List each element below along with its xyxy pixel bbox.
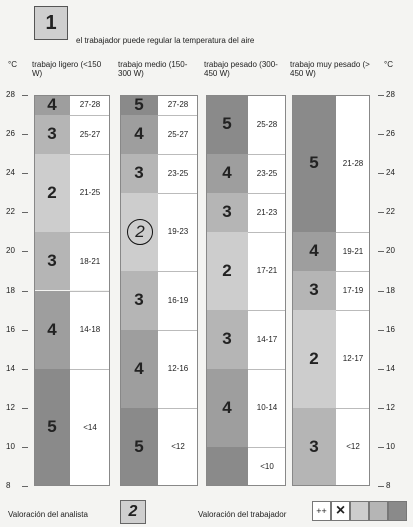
- axis-tick-right: 16: [386, 324, 395, 334]
- tick-mark-left: [22, 408, 28, 409]
- band-range: <10: [260, 461, 274, 471]
- tick-mark-left: [22, 291, 28, 292]
- band-range: 21-25: [79, 188, 101, 198]
- band-rating: 4: [47, 319, 57, 339]
- axis-tick-left: 12: [6, 402, 15, 412]
- axis-tick-left: 20: [6, 246, 15, 256]
- axis-tick-left: 14: [6, 363, 15, 373]
- band-rating: 4: [47, 94, 57, 114]
- band-range: 12-16: [167, 364, 189, 374]
- worker-rating-option: ++: [312, 501, 331, 521]
- analyst-label: Valoración del analista: [8, 510, 88, 519]
- axis-tick-left: 28: [6, 90, 15, 99]
- band-rating: 5: [309, 153, 319, 173]
- band-rating: 4: [222, 397, 232, 417]
- axis-tick-right: 20: [386, 246, 395, 256]
- legend-number-box: 1: [34, 6, 68, 40]
- worker-rating-option: ×: [331, 501, 350, 521]
- tick-mark-right: [378, 251, 384, 252]
- band-rating: 3: [134, 163, 144, 183]
- tick-mark-right: [378, 291, 384, 292]
- tick-mark-left: [22, 212, 28, 213]
- band-range: 17-19: [342, 285, 364, 295]
- tick-mark-left: [22, 486, 28, 487]
- band-range: <12: [171, 442, 185, 452]
- band-range: 19-21: [342, 246, 364, 256]
- band-range: <14: [83, 422, 97, 432]
- axis-tick-left: 26: [6, 129, 15, 139]
- band-rating: 3: [222, 202, 232, 222]
- band-range: 21-23: [256, 207, 278, 217]
- axis-tick-right: 8: [386, 481, 391, 490]
- tick-mark-right: [378, 134, 384, 135]
- tick-mark-right: [378, 212, 384, 213]
- band-rating: 5: [134, 94, 144, 114]
- axis-tick-right: 26: [386, 129, 395, 139]
- band-range: <12: [346, 442, 360, 452]
- column-frame: [34, 95, 110, 486]
- tick-mark-left: [22, 134, 28, 135]
- analyst-rating-box: 2: [120, 500, 146, 524]
- axis-tick-left: 18: [6, 285, 15, 295]
- band-rating: 3: [222, 329, 232, 349]
- band-rating: 3: [47, 124, 57, 144]
- axis-tick-left: 24: [6, 168, 15, 178]
- band-rating: 4: [134, 124, 144, 144]
- band-range: 12-17: [342, 354, 364, 364]
- worker-rating-option: [369, 501, 388, 521]
- tick-mark-left: [22, 95, 28, 96]
- column-title: trabajo medio (150-300 W): [118, 60, 188, 78]
- band-rating: 3: [309, 436, 319, 456]
- axis-tick-right: 14: [386, 363, 395, 373]
- band-range: 19-23: [167, 227, 189, 237]
- band-range: 25-27: [167, 129, 189, 139]
- band-range: 16-19: [167, 295, 189, 305]
- band-rating: 4: [134, 358, 144, 378]
- axis-tick-left: 8: [6, 481, 11, 490]
- band-range: 27-28: [79, 100, 101, 110]
- tick-mark-left: [22, 330, 28, 331]
- axis-tick-left: 22: [6, 207, 15, 217]
- band-range: 10-14: [256, 403, 278, 413]
- axis-tick-right: 28: [386, 90, 395, 99]
- band-rating: 5: [47, 417, 57, 437]
- tick-mark-left: [22, 447, 28, 448]
- band-range: 18-21: [79, 256, 101, 266]
- column-title: trabajo pesado (300-450 W): [204, 60, 278, 78]
- column-frame: [292, 95, 370, 486]
- tick-mark-left: [22, 251, 28, 252]
- band-range: 27-28: [167, 100, 189, 110]
- band-rating: 3: [309, 280, 319, 300]
- band-rating: 3: [134, 290, 144, 310]
- axis-unit-left: °C: [8, 60, 17, 69]
- column-title: trabajo muy pesado (> 450 W): [290, 60, 370, 78]
- axis-tick-right: 18: [386, 285, 395, 295]
- band-range: 21-28: [342, 158, 364, 168]
- tick-mark-right: [378, 330, 384, 331]
- axis-tick-right: 12: [386, 402, 395, 412]
- tick-mark-right: [378, 486, 384, 487]
- band-rating: 5: [134, 436, 144, 456]
- band-rating: 2: [47, 182, 57, 202]
- band-range: 17-21: [256, 266, 278, 276]
- band-range: 14-18: [79, 325, 101, 335]
- band-rating: 2: [222, 260, 232, 280]
- worker-label: Valoración del trabajador: [198, 510, 287, 519]
- worker-rating-option: [350, 501, 369, 521]
- column-title: trabajo ligero (<150 W): [32, 60, 102, 78]
- axis-tick-right: 24: [386, 168, 395, 178]
- band-range: 23-25: [256, 168, 278, 178]
- axis-tick-left: 10: [6, 441, 15, 451]
- band-rating: 3: [47, 251, 57, 271]
- band-range: 25-28: [256, 119, 278, 129]
- band-rating: 4: [222, 163, 232, 183]
- band-range: 25-27: [79, 129, 101, 139]
- axis-tick-right: 10: [386, 441, 395, 451]
- band-rating: 4: [309, 241, 319, 261]
- column-frame: [206, 95, 286, 486]
- tick-mark-right: [378, 447, 384, 448]
- band-rating: 2: [309, 348, 319, 368]
- tick-mark-right: [378, 95, 384, 96]
- column-frame: [120, 95, 198, 486]
- legend-text: el trabajador puede regular la temperatura del aire: [76, 36, 255, 45]
- band-range: 14-17: [256, 334, 278, 344]
- analyst-circle-mark: 2: [127, 219, 153, 245]
- tick-mark-left: [22, 173, 28, 174]
- tick-mark-right: [378, 369, 384, 370]
- band-range: 23-25: [167, 168, 189, 178]
- tick-mark-left: [22, 369, 28, 370]
- band-rating: 5: [222, 114, 232, 134]
- tick-mark-right: [378, 173, 384, 174]
- axis-tick-left: 16: [6, 324, 15, 334]
- tick-mark-right: [378, 408, 384, 409]
- axis-tick-right: 22: [386, 207, 395, 217]
- worker-rating-option: [388, 501, 407, 521]
- axis-unit-right: °C: [384, 60, 393, 69]
